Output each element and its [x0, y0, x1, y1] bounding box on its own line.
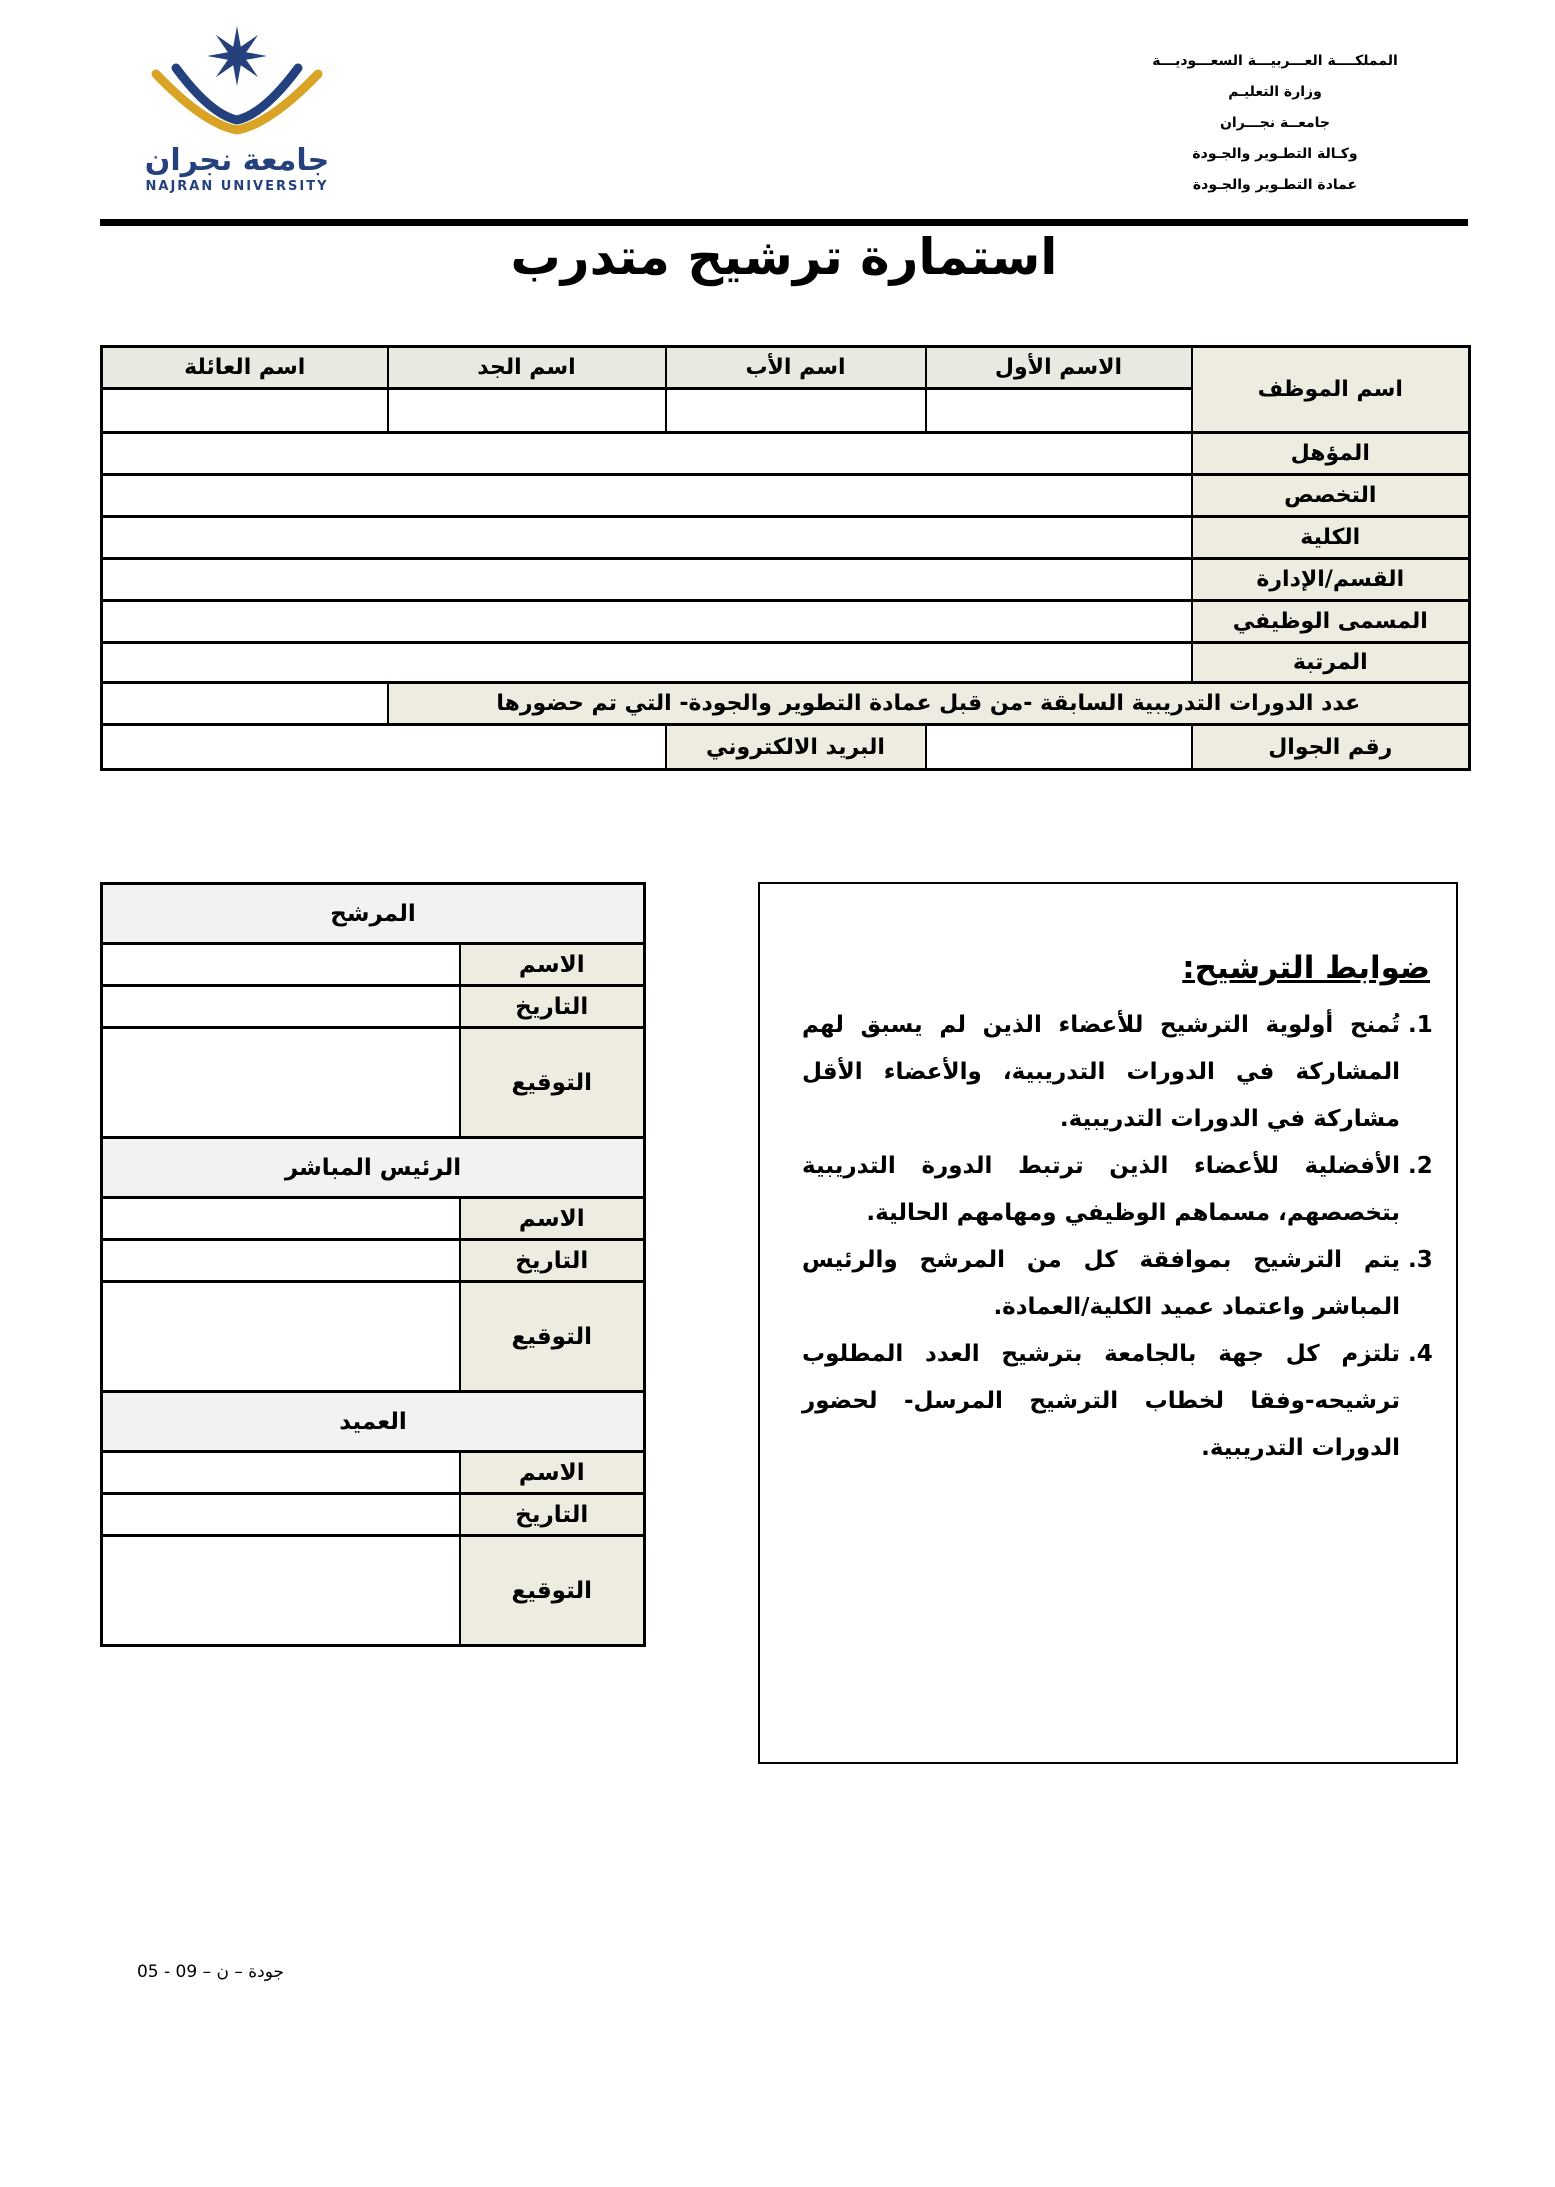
name-part-header-grandfather: اسم الجد — [388, 347, 666, 389]
employee-info-table — [100, 345, 1471, 771]
nominee-date-label: التاريخ — [460, 986, 645, 1028]
signature-section-dean: العميد — [102, 1392, 645, 1452]
signature-section-supervisor: الرئيس المباشر — [102, 1138, 645, 1198]
letterhead-line-country: المملكــــة العـــربيـــة السعـــوديـــة — [1152, 53, 1398, 69]
supervisor-date-input-cell[interactable] — [102, 1240, 460, 1282]
logo-emblem — [112, 26, 362, 138]
letterhead-line-university: جامعــة نجـــران — [1219, 115, 1330, 131]
rules-title-wrap — [786, 950, 1430, 986]
supervisor-name-input-cell[interactable] — [102, 1198, 460, 1240]
father-name-input-cell[interactable] — [666, 389, 926, 433]
specialization-label: التخصص — [1192, 475, 1470, 517]
grandfather-name-input-cell[interactable] — [388, 389, 666, 433]
supervisor-signature-label: التوقيع — [460, 1282, 645, 1392]
nominee-signature-label: التوقيع — [460, 1028, 645, 1138]
email-input-cell[interactable] — [102, 725, 666, 770]
letterhead-line-ministry: وزارة التعليـم — [1228, 84, 1322, 100]
letterhead-line-vice-rectorate: وكـالة التطـوير والجـودة — [1192, 146, 1358, 162]
specialization-input-cell[interactable] — [102, 475, 1192, 517]
logo-arabic-name: جامعة نجران — [144, 143, 330, 178]
rules-list — [760, 1002, 1456, 1472]
rule-item-approval: 3. يتم الترشيح بموافقة كل من المرشح والرئيس المباشر واعتماد عميد الكلية/العمادة. — [802, 1237, 1400, 1331]
nominee-name-label: الاسم — [460, 944, 645, 986]
department-input-cell[interactable] — [102, 559, 1192, 601]
dean-date-label: التاريخ — [460, 1494, 645, 1536]
name-part-header-family: اسم العائلة — [102, 347, 388, 389]
qualification-input-cell[interactable] — [102, 433, 1192, 475]
college-label: الكلية — [1192, 517, 1470, 559]
rule-item-preference: 2. الأفضلية للأعضاء الذين ترتبط الدورة التدريبية بتخصصهم، مسماهم الوظيفي ومهامهم الحالية. — [802, 1143, 1400, 1237]
rules-title: ضوابط الترشيح: — [1182, 950, 1430, 986]
job-title-label: المسمى الوظيفي — [1192, 601, 1470, 643]
previous-courses-label: عدد الدورات التدريبية السابقة -من قبل عمادة التطوير والجودة- التي تم حضورها — [388, 683, 1470, 725]
letterhead-line-deanship: عمادة التطـوير والجـودة — [1192, 177, 1358, 193]
eight-point-star-icon — [207, 26, 267, 86]
university-logo — [112, 26, 362, 196]
logo-english-name: NAJRAN UNIVERSITY — [145, 179, 329, 194]
dean-name-input-cell[interactable] — [102, 1452, 460, 1494]
dean-signature-label: التوقيع — [460, 1536, 645, 1646]
name-part-header-first: الاسم الأول — [926, 347, 1192, 389]
nominee-signature-input-cell[interactable] — [102, 1028, 460, 1138]
header-divider-rule — [100, 219, 1468, 226]
first-name-input-cell[interactable] — [926, 389, 1192, 433]
rule-item-priority: 1. تُمنح أولوية الترشيح للأعضاء الذين لم يسبق لهم المشاركة في الدورات التدريبية، والأعضاء الأقل مشاركة في الدورات التدريبية. — [802, 1002, 1400, 1143]
mobile-input-cell[interactable] — [926, 725, 1192, 770]
signature-section-nominee: المرشح — [102, 884, 645, 944]
email-label: البريد الالكتروني — [666, 725, 926, 770]
name-part-header-father: اسم الأب — [666, 347, 926, 389]
footer-document-code: جودة – ن – 09 - 05 — [136, 1962, 285, 1982]
college-input-cell[interactable] — [102, 517, 1192, 559]
signature-table — [100, 882, 646, 1647]
letterhead — [1080, 46, 1470, 201]
qualification-label: المؤهل — [1192, 433, 1470, 475]
nomination-rules-box — [758, 882, 1458, 1764]
previous-courses-input-cell[interactable] — [102, 683, 388, 725]
employee-name-label: اسم الموظف — [1192, 347, 1470, 433]
supervisor-date-label: التاريخ — [460, 1240, 645, 1282]
nominee-name-input-cell[interactable] — [102, 944, 460, 986]
supervisor-name-label: الاسم — [460, 1198, 645, 1240]
department-label: القسم/الإدارة — [1192, 559, 1470, 601]
nominee-date-input-cell[interactable] — [102, 986, 460, 1028]
rank-input-cell[interactable] — [102, 643, 1192, 683]
dean-name-label: الاسم — [460, 1452, 645, 1494]
dean-signature-input-cell[interactable] — [102, 1536, 460, 1646]
job-title-input-cell[interactable] — [102, 601, 1192, 643]
mobile-label: رقم الجوال — [1192, 725, 1470, 770]
page-title: استمارة ترشيح متدرب — [510, 228, 1058, 286]
rank-label: المرتبة — [1192, 643, 1470, 683]
family-name-input-cell[interactable] — [102, 389, 388, 433]
rule-item-commitment: 4. تلتزم كل جهة بالجامعة بترشيح العدد المطلوب ترشيحه-وفقا لخطاب الترشيح المرسل- لحضور الدورات التدريبية. — [802, 1331, 1400, 1472]
dean-date-input-cell[interactable] — [102, 1494, 460, 1536]
supervisor-signature-input-cell[interactable] — [102, 1282, 460, 1392]
